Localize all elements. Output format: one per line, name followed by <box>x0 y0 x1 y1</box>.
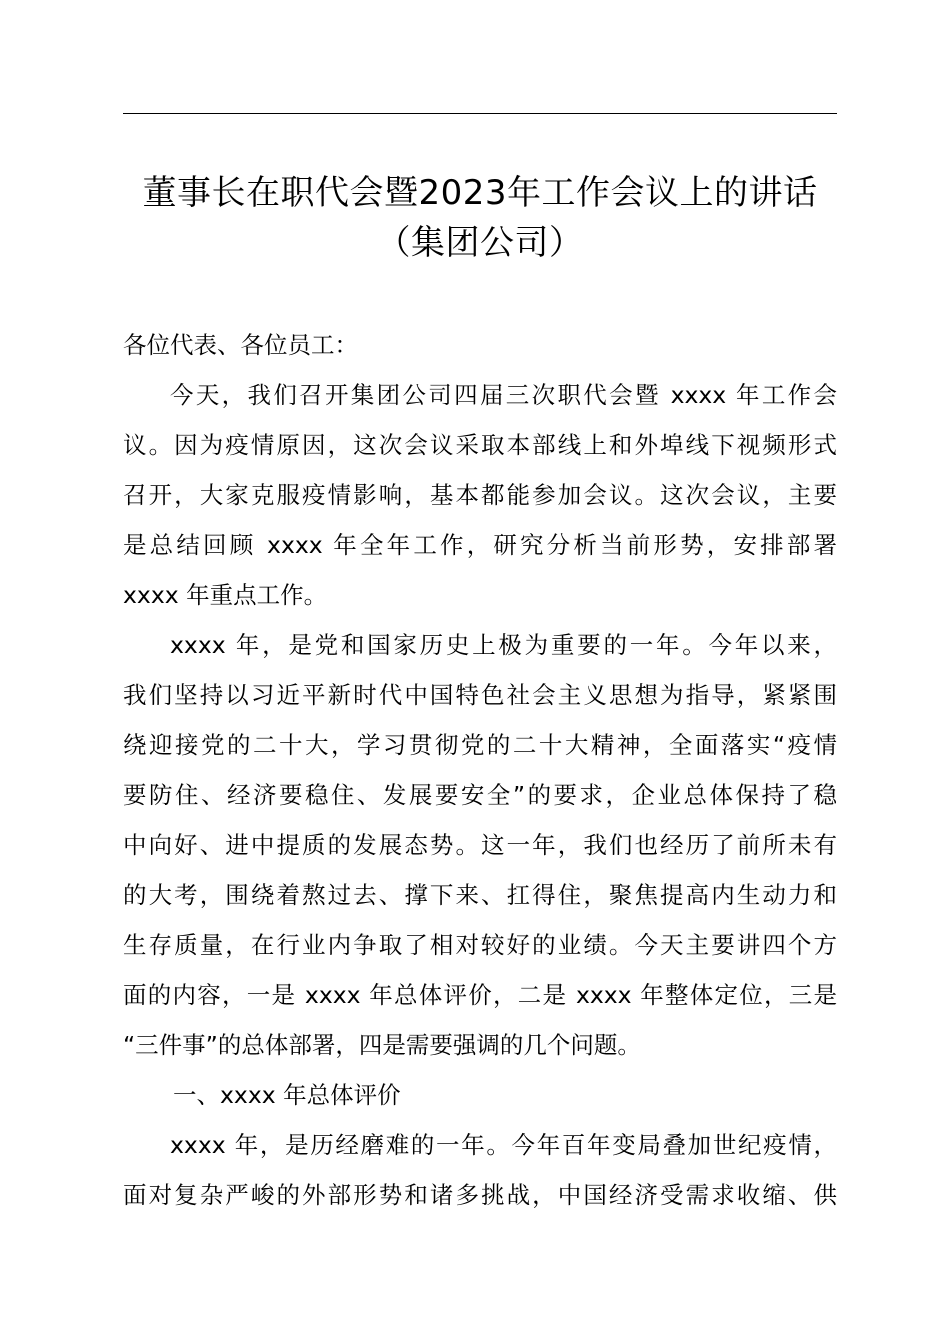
paragraph-line: 绕迎接党的二十大，学习贯彻党的二十大精神，全面落实“疫情 <box>123 731 837 759</box>
header-rule <box>123 113 837 114</box>
section-heading: 一、xxxx 年总体评价 <box>173 1081 401 1109</box>
salutation: 各位代表、各位员工： <box>123 331 358 359</box>
page-subtitle: （集团公司） <box>376 223 584 263</box>
title-block <box>100 168 860 268</box>
paragraph-line: 生存质量，在行业内争取了相对较好的业绩。今天主要讲四个方 <box>123 931 837 959</box>
paragraph-line: 议。因为疫情原因，这次会议采取本部线上和外埠线下视频形式 <box>123 431 837 459</box>
paragraph-line: 中向好、进中提质的发展态势。这一年，我们也经历了前所未有 <box>123 831 837 859</box>
body-text <box>123 320 837 1220</box>
paragraph-line: “三件事”的总体部署，四是需要强调的几个问题。 <box>123 1031 641 1059</box>
paragraph-line: 要防住、经济要稳住、发展要安全”的要求，企业总体保持了稳 <box>123 781 837 809</box>
paragraph-line: xxxx 年，是党和国家历史上极为重要的一年。今年以来， <box>170 631 837 659</box>
paragraph-line: 的大考，围绕着熬过去、撑下来、扛得住，聚焦提高内生动力和 <box>123 881 837 909</box>
paragraph-line: xxxx 年，是历经磨难的一年。今年百年变局叠加世纪疫情， <box>170 1131 837 1159</box>
paragraph-line: 面的内容，一是 xxxx 年总体评价，二是 xxxx 年整体定位，三是 <box>123 981 837 1009</box>
paragraph-line: 面对复杂严峻的外部形势和诸多挑战，中国经济受需求收缩、供 <box>123 1181 837 1209</box>
paragraph-line: 是总结回顾 xxxx 年全年工作，研究分析当前形势，安排部署 <box>123 531 837 559</box>
paragraph-line: 今天，我们召开集团公司四届三次职代会暨 xxxx 年工作会 <box>170 381 837 409</box>
paragraph-line: 我们坚持以习近平新时代中国特色社会主义思想为指导，紧紧围 <box>123 681 837 709</box>
page-title: 董事长在职代会暨2023年工作会议上的讲话 <box>142 173 818 213</box>
paragraph-line: 召开，大家克服疫情影响，基本都能参加会议。这次会议，主要 <box>123 481 837 509</box>
paragraph-line: xxxx 年重点工作。 <box>123 581 328 609</box>
